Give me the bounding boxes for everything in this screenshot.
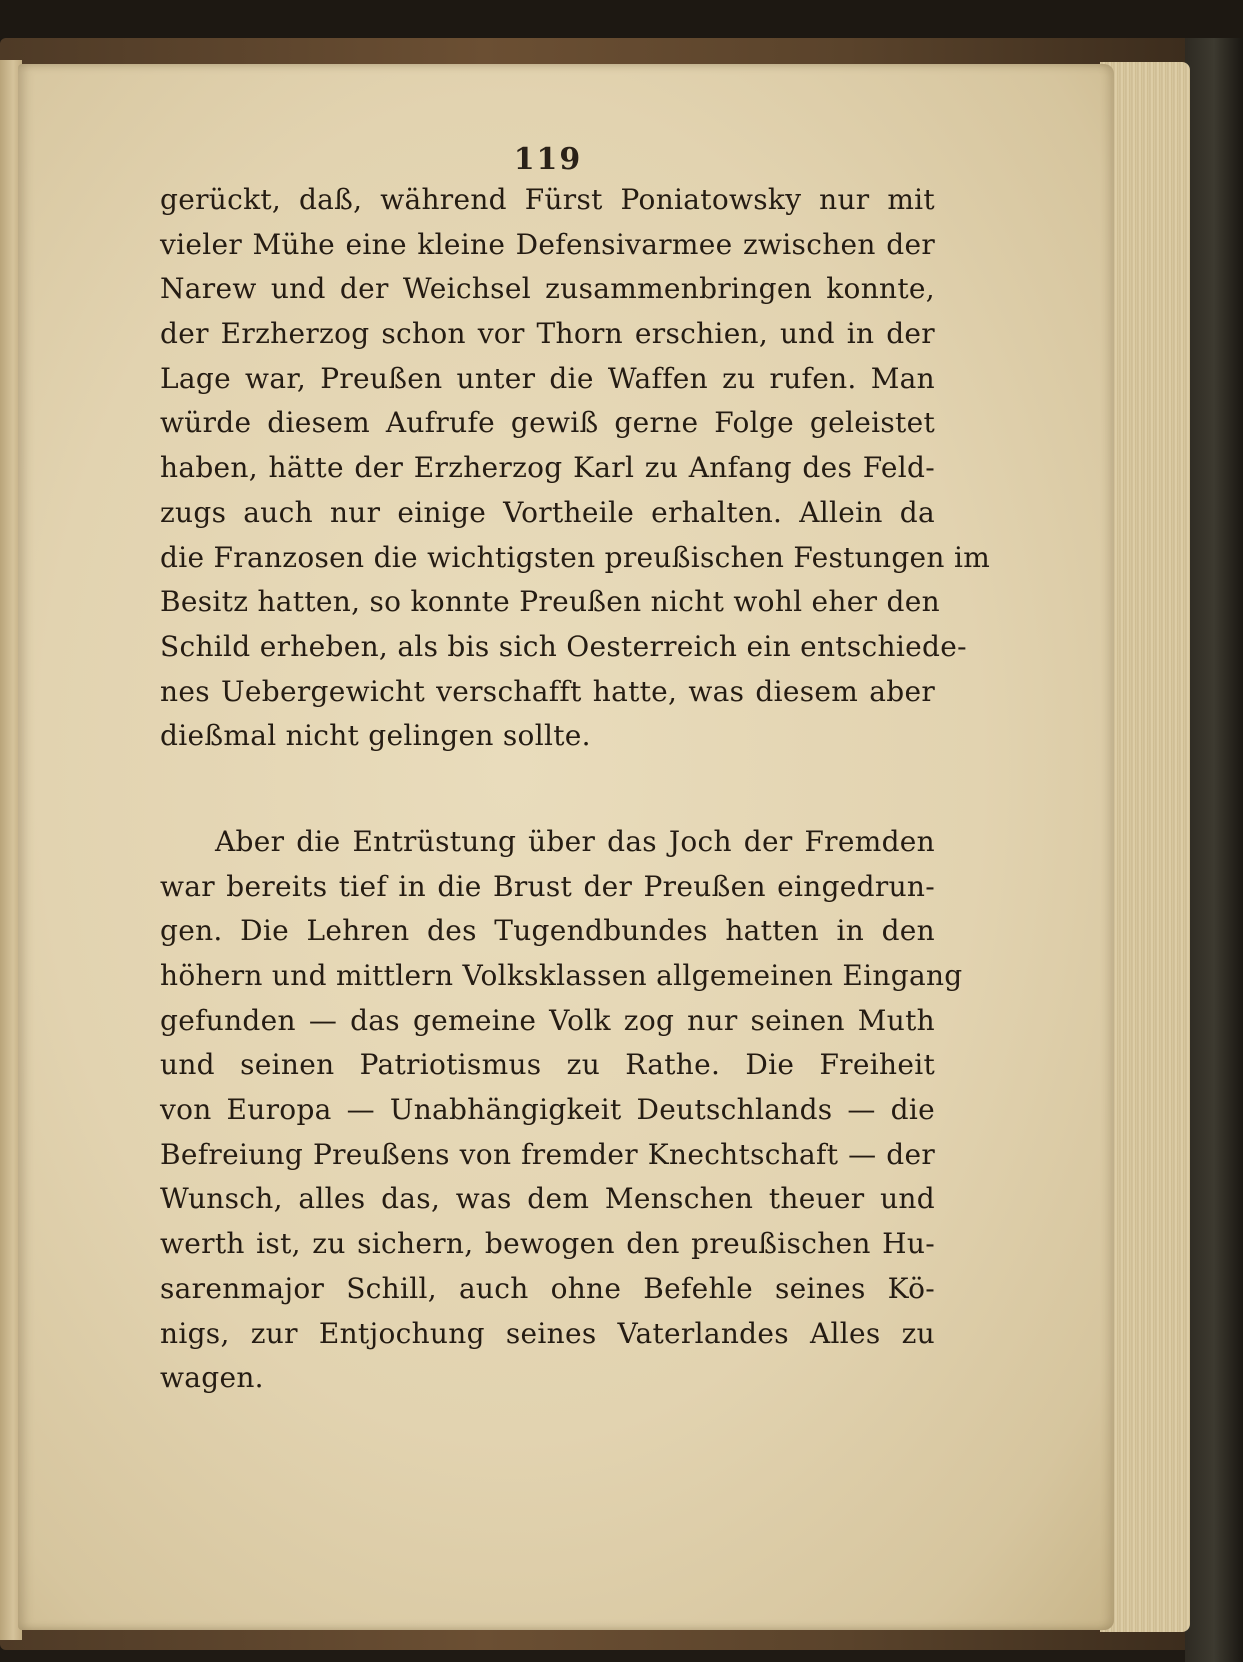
text-line: Befreiung Preußens von fremder Knechtschaft — der [160, 1137, 935, 1171]
text-line: Wunsch, alles das, was dem Menschen theuer und [160, 1182, 935, 1216]
paragraph [160, 820, 963, 1401]
text-line: die Franzosen die wichtigsten preußischen Festungen im [160, 540, 991, 574]
text-line: war bereits tief in die Brust der Preußen eingedrun- [160, 869, 935, 903]
text-line: und seinen Patriotismus zu Rathe. Die Freiheit [160, 1048, 935, 1082]
text-line: nigs, zur Entjochung seines Vaterlandes Alles zu [160, 1316, 935, 1350]
text-line: von Europa — Unabhängigkeit Deutschlands — die [160, 1093, 935, 1127]
text-line: Schild erheben, als bis sich Oesterreich ein entschiede- [160, 629, 967, 663]
text-line: zugs auch nur einige Vortheile erhalten. Allein da [160, 495, 935, 529]
text-line: wagen. [160, 1361, 264, 1395]
text-line: Besitz hatten, so konnte Preußen nicht wohl eher den [160, 585, 940, 619]
page-number: 119 [513, 142, 583, 177]
text-line: nes Uebergewicht verschafft hatte, was diesem aber [160, 674, 935, 708]
text-line: würde diesem Aufrufe gewiß gerne Folge geleistet [160, 406, 935, 440]
text-line: vieler Mühe eine kleine Defensivarmee zwischen der [160, 227, 935, 261]
text-line: Lage war, Preußen unter die Waffen zu rufen. Man [160, 361, 935, 395]
text-line: haben, hätte der Erzherzog Karl zu Anfang des Feld- [160, 451, 935, 485]
text-line: höhern und mittlern Volksklassen allgemeinen Eingang [160, 959, 963, 992]
text-line: Aber die Entrüstung über das Joch der Fremden [215, 824, 935, 858]
text-line: werth ist, zu sichern, bewogen den preußischen Hu- [160, 1227, 935, 1261]
paragraph [160, 178, 991, 759]
text-line: sarenmajor Schill, auch ohne Befehle seines Kö- [160, 1271, 935, 1305]
text-line: gefunden — das gemeine Volk zog nur seinen Muth [160, 1003, 935, 1037]
page-text [160, 178, 991, 1401]
text-line: gerückt, daß, während Fürst Poniatowsky nur mit [160, 183, 935, 216]
text-line: dießmal nicht gelingen sollte. [160, 719, 591, 753]
paragraph-gap [160, 759, 935, 820]
text-line: der Erzherzog schon vor Thorn erschien, und in der [160, 317, 935, 351]
text-line: Narew und der Weichsel zusammenbringen konnte, [160, 272, 935, 306]
text-line: gen. Die Lehren des Tugendbundes hatten in den [160, 914, 935, 948]
book-spine-edge [1185, 38, 1243, 1662]
